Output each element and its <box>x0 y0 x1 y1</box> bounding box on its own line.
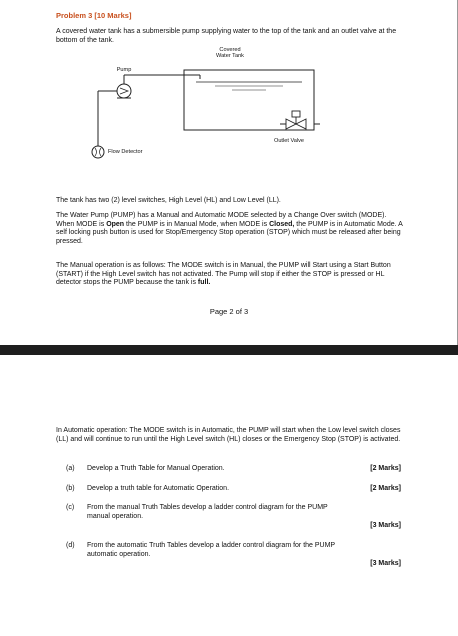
question-label: (d) <box>66 542 75 549</box>
question-marks: [2 Marks] <box>370 485 401 492</box>
tank-body <box>184 70 314 130</box>
flow-detector-label: Flow Detector <box>108 149 143 155</box>
automatic-operation-paragraph: In Automatic operation: The MODE switch is in Automatic, the PUMP will start when the Low level switch closes (LL) and will continue to run until the High Level switch (HL) closes or the Emergency Stop (STOP) is activated. <box>56 427 401 443</box>
question-marks: [3 Marks] <box>370 522 401 529</box>
tank-system-diagram <box>0 0 458 190</box>
flow-detector-symbol <box>92 146 104 158</box>
question-text: From the automatic Truth Tables develop a ladder control diagram for the PUMP automatic operation. <box>87 542 335 558</box>
question-text: From the manual Truth Tables develop a ladder control diagram for the PUMP manual operation. <box>87 504 328 520</box>
question-text: Develop a truth table for Automatic Operation. <box>87 485 230 492</box>
document-page-2 <box>0 355 458 636</box>
tank-label: Covered Water Tank <box>216 47 244 60</box>
level-switches-paragraph: The tank has two (2) level switches, High Level (HL) and Low Level (LL). <box>56 197 281 204</box>
outlet-valve-symbol <box>280 111 306 129</box>
page-separator <box>0 345 458 355</box>
question-text: Develop a Truth Table for Manual Operation. <box>87 465 225 472</box>
pump-label: Pump <box>116 67 132 73</box>
question-label: (a) <box>66 465 75 472</box>
question-marks: [3 Marks] <box>370 560 401 567</box>
intro-paragraph: A covered water tank has a submersible pump supplying water to the top of the tank and an outlet valve at the bottom of the tank. <box>56 28 397 44</box>
question-label: (c) <box>66 504 75 511</box>
outlet-valve-label: Outlet Valve <box>273 138 305 144</box>
question-label: (b) <box>66 485 75 492</box>
page-number: Page 2 of 3 <box>209 307 249 316</box>
question-marks: [2 Marks] <box>370 465 401 472</box>
pump-mode-paragraph: The Water Pump (PUMP) has a Manual and Automatic MODE selected by a Change Over switch (MODE). When MODE is Open the PUMP is in Manual Mode, when MODE is Closed, the PUMP is in Automatic Mode. A self locking push button is used for Stop/Emergency Stop operation (STOP) which must be released after being pressed. <box>56 212 403 245</box>
manual-operation-paragraph: The Manual operation is as follows: The MODE switch is in Manual, the PUMP will Start using a Start Button (START) if the High Level switch has not activated. The Pump will stop if either the STOP is pressed or HL detector stops the PUMP because the tank is full. <box>56 262 391 287</box>
problem-title: Problem 3 [10 Marks] <box>56 11 132 20</box>
